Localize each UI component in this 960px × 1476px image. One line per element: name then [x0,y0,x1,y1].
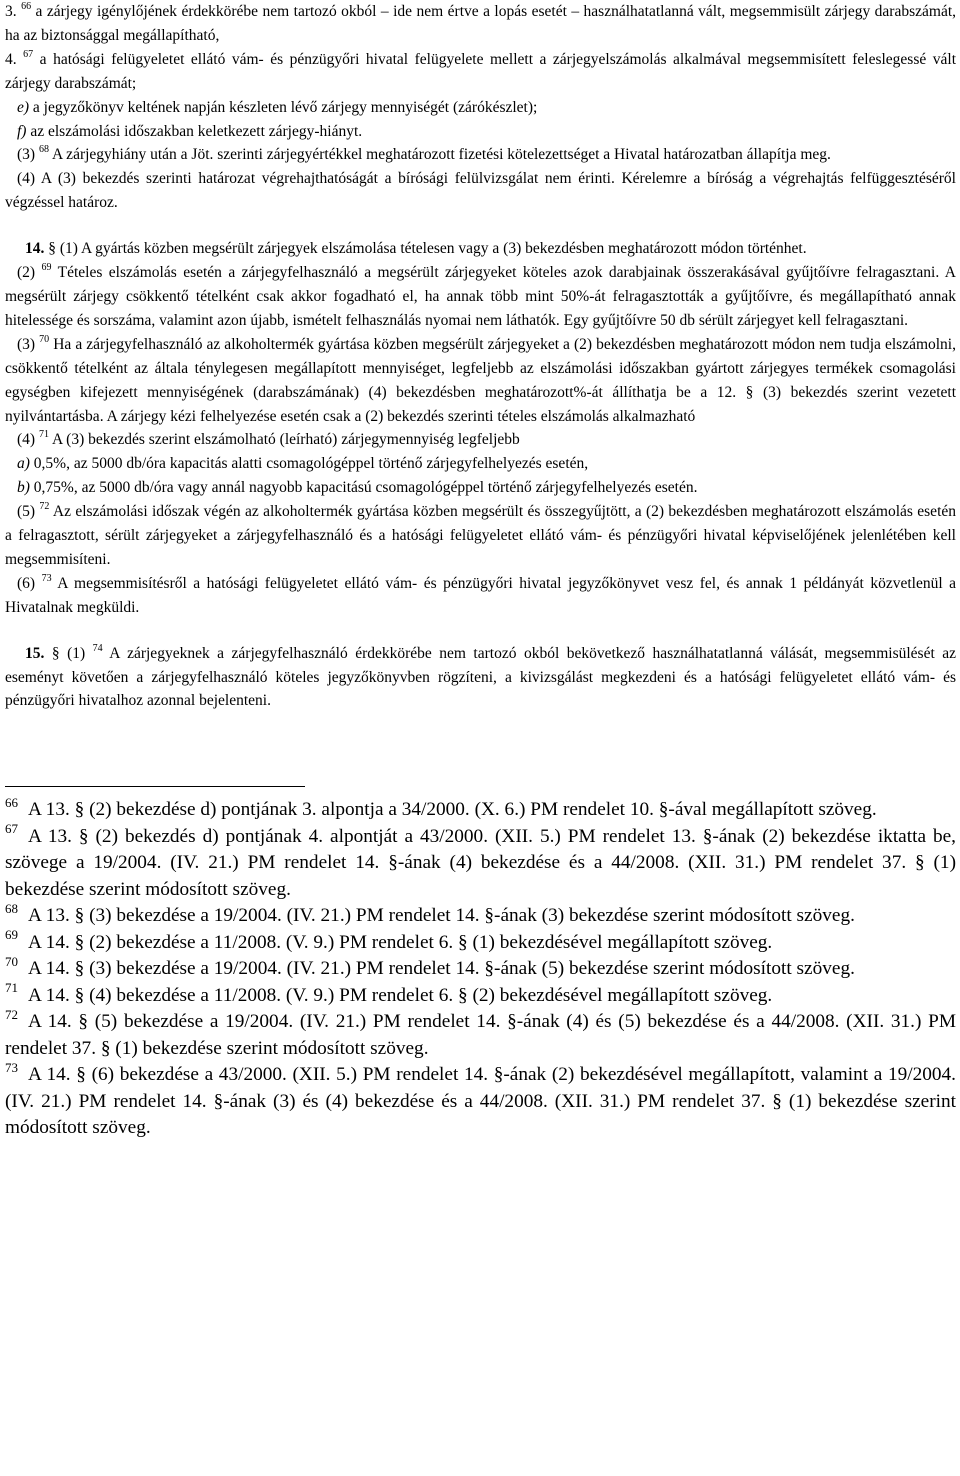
item-label: e) [17,98,30,116]
footnote-ref: 73 [41,572,52,584]
paragraph [5,143,956,167]
text-run: (3) [17,146,39,164]
paragraph [5,572,956,620]
text-run: az elszámolási időszakban keletkezett zárjegy-hiányt. [26,122,363,140]
text-run: Az elszámolási időszak végén az alkoholtermék gyártása közben megsérült és összegyűjtött, a (2) bekezdésben meghatározott elszámolás esetén a felragasztott, sérült zárjegyeket a zárjegyfelhasználó és a hatósági felügyeletet ellátó vám- és pénzügyőri hivatal képviselőjének jelenlétében kell megsemmisíteni. [5,503,956,568]
paragraph [5,333,956,429]
footnote-ref: 69 [41,261,52,273]
text-run: A zárjegyeknek a zárjegyfelhasználó érdekkörébe nem tartozó okból bekövetkező használhatatlanná válását, megsemmisülését az eseményt követően a zárjegyfelhasználó köteles jegyzőkönyvben rögzíteni, a kivizsgálást megkezdeni és a hatósági felügyeletet ellátó vám- és pénzügyőri hivatalhoz azonnal bejelenteni. [5,644,957,710]
text-run: 0,5%, az 5000 db/óra kapacitás alatti csomagológéppel történő zárjegyfelhelyezés esetén, [29,455,589,473]
text-run: a jegyzőkönyv keltének napján készleten lévő zárjegy mennyiségét (zárókészlet); [29,98,538,116]
footnote-ref: 72 [39,500,50,512]
paragraph [5,500,956,572]
paragraph [5,642,956,714]
footnote-separator [5,786,305,787]
text-run: a hatósági felügyeletet ellátó vám- és pénzügyőri hivatal felügyelete mellett a zárjegyelszámolás alkalmával megsemmisített feleslegessé vált zárjegy darabszámát; [5,50,957,92]
footnote-ref: 70 [39,333,50,345]
paragraph [5,0,956,48]
text-run: a zárjegy igénylőjének érdekkörébe nem tartozó okból – ide nem értve a lopás esetét – használhatatlanná vált, megsemmisült zárjegy darabszámát, ha az biztonsággal megállapítható, [5,3,957,44]
item-label: a) [17,455,30,473]
text-run: (6) [17,574,42,592]
footnote: $^{66}$ A 13. § (2) bekezdése d) pontjának 3. alpontja a 34/2000. (X. 6.) PM rendelet 10. §-ával megállapított szöveg. [5,794,877,821]
footnote-text: A 13. § (2) bekezdés d) pontjának 4. alpontját a 43/2000. (XII. 5.) PM rendelet 13. §-ának (2) bekezdése iktatta be, szövege a 19/2004. (IV. 21.) PM rendelet 14. §-ának (4) bekezdése és a 44/2008. (XII. 31.) PM rendelet 37. § (1) bekezdése szerint módosított szöveg. [5,825,956,900]
paragraph [5,476,956,500]
text-run: (4) A (3) bekezdés szerinti határozat végrehajthatóságát a bírósági felülvizsgálat nem érinti. Kérelemre a bíróság a végrehajtás felfüggesztéséről végzéssel határoz. [5,170,956,212]
paragraph [5,261,956,333]
footnote: $^{70}$ A 14. § (3) bekezdése a 19/2004. (IV. 21.) PM rendelet 14. §-ának (5) bekezdése szerint módosított szöveg. [5,953,855,980]
footnote-text: A 13. § (3) bekezdése a 19/2004. (IV. 21.) PM rendelet 14. §-ának (3) bekezdése szerint módosított szöveg. [28,905,855,927]
text-run: 4. [5,50,24,68]
footnote: $^{68}$ A 13. § (3) bekezdése a 19/2004. (IV. 21.) PM rendelet 14. §-ának (3) bekezdése szerint módosított szöveg. [5,900,855,927]
footnote: $^{72}$ A 14. § (5) bekezdése a 19/2004. (IV. 21.) PM rendelet 14. §-ának (4) és (5) bekezdése és a 44/2008. (XII. 31.) PM rendelet 37. § (1) bekezdése szerint módosított szöveg. [5,1006,956,1059]
footnote-text: A 14. § (2) bekezdése a 11/2008. (V. 9.) PM rendelet 6. § (1) bekezdésével megállapított szöveg. [28,931,773,953]
text-run: (5) [17,503,40,521]
body-text [5,0,956,713]
footnote: $^{71}$ A 14. § (4) bekezdése a 11/2008. (V. 9.) PM rendelet 6. § (2) bekezdésével megállapított szöveg. [5,980,773,1006]
footnote: $^{67}$ A 13. § (2) bekezdés d) pontjának 4. alpontját a 43/2000. (XII. 5.) PM rendelet 13. §-ának (2) bekezdése iktatta be, szövege a 19/2004. (IV. 21.) PM rendelet 14. §-ának (4) bekezdése és a 44/2008. (XII. 31.) PM rendelet 37. § (1) bekezdése szerint módosított szöveg. [5,821,956,900]
footnote-text: A 14. § (5) bekezdése a 19/2004. (IV. 21.) PM rendelet 14. §-ának (4) és (5) bekezdése és a 44/2008. (XII. 31.) PM rendelet 37. § (1) bekezdése szerint módosított szöveg. [5,1011,956,1059]
text-run: § (1) A gyártás közben megsérült zárjegyek elszámolása tételesen vagy a (3) bekezdésben meghatározott módon történhet. [44,240,807,258]
text-run: Ha a zárjegyfelhasználó az alkoholtermék gyártása közben megsérült zárjegyeket a (2) bekezdésben meghatározott módon nem tudja elszámolni, csökkentő tételként az általa ténylegesen megállapított mennyiséget, legfeljebb az elszámolási időszakban gyártott zárjegyes termékek csomagolási egységben kifejezett mennyiségének (darabszámának) (4) bekezdésben meghatározott%-át állíthatja be a 12. § (3) bekezdés szerint vezetett nyilvántartásba. A zárjegy kézi felhelyezése esetén csak a (2) bekezdés szerinti tételes elszámolás alkalmazható [5,335,956,425]
paragraph [5,48,956,96]
section-number: 14. [25,240,45,258]
paragraph [5,96,956,120]
footnote: $^{73}$ A 14. § (6) bekezdése a 43/2000. (XII. 5.) PM rendelet 14. §-ának (2) bekezdésével megállapított, valamint a 19/2004. (IV. 21.) PM rendelet 14. §-ának (3) és (4) bekezdése és a 44/2008. (XII. 31.) PM rendelet 37. § (1) bekezdése szerint módosított szöveg. [5,1059,956,1139]
paragraph [5,237,956,261]
footnote-ref: 66 [21,0,32,12]
text-run: (4) [17,431,39,449]
text-run: 3. [5,3,22,20]
footnote-text: A 14. § (6) bekezdése a 43/2000. (XII. 5.) PM rendelet 14. §-ának (2) bekezdésével megállapított, valamint a 19/2004. (IV. 21.) PM rendelet 14. §-ának (3) és (4) bekezdése és a 44/2008. (XII. 31.) PM rendelet 37. § (1) bekezdése szerint módosított szöveg. [5,1064,956,1139]
footnote-ref: 68 [38,144,49,156]
footnote-ref: 71 [38,429,49,441]
footnote-ref: 74 [92,642,103,654]
paragraph [5,452,956,476]
paragraph [5,428,956,452]
footnote-ref: 67 [23,48,34,60]
footnote-text: A 14. § (4) bekezdése a 11/2008. (V. 9.) PM rendelet 6. § (2) bekezdésével megállapított szöveg. [28,984,773,1006]
paragraph [5,120,956,144]
footnotes [5,794,956,1142]
item-label: b) [17,479,30,497]
footnote-text: A 13. § (2) bekezdése d) pontjának 3. alpontja a 34/2000. (X. 6.) PM rendelet 10. §-ával megállapított szöveg. [28,799,877,821]
footnote: $^{69}$ A 14. § (2) bekezdése a 11/2008. (V. 9.) PM rendelet 6. § (1) bekezdésével megállapított szöveg. [5,927,773,953]
section-number: 15. [25,644,45,662]
text-run: (2) [17,264,42,282]
text-run: (3) [17,335,40,353]
text-run: § (1) [44,644,93,662]
text-run: A (3) bekezdés szerint elszámolható (leírható) zárjegymennyiség legfeljebb [48,431,520,449]
text-run: A megsemmisítésről a hatósági felügyeletet ellátó vám- és pénzügyőri hivatal jegyzőkönyvet vesz fel, és annak 1 példányát közvetlenül a Hivatalnak megküldi. [5,574,956,616]
text-run: A zárjegyhiány után a Jöt. szerinti zárjegyértékkel meghatározott fizetési kötelezettséget a Hivatal határozatban állapítja meg. [48,146,831,164]
text-run: Tételes elszámolás esetén a zárjegyfelhasználó a megsérült zárjegyeket köteles azok darabjainak összerakásával gyűjtőívre felragasztani. A megsérült zárjegy csökkentő tételként csak akkor fogadható el, ha annak több mint 50%-át felragasztották a gyűjtőívre, és megállapítható annak hitelessége és sorszáma, valamint azon újabb, ismételt felhasználás nyomai nem láthatók. Egy gyűjtőívre 50 db sérült zárjegyet kell felragasztani. [5,264,956,329]
item-label: f) [17,122,27,140]
paragraph [5,167,956,215]
footnote-text: A 14. § (3) bekezdése a 19/2004. (IV. 21.) PM rendelet 14. §-ának (5) bekezdése szerint módosított szöveg. [28,958,855,980]
text-run: 0,75%, az 5000 db/óra vagy annál nagyobb kapacitású csomagológéppel történő zárjegyfelhelyezés esetén. [29,479,698,497]
